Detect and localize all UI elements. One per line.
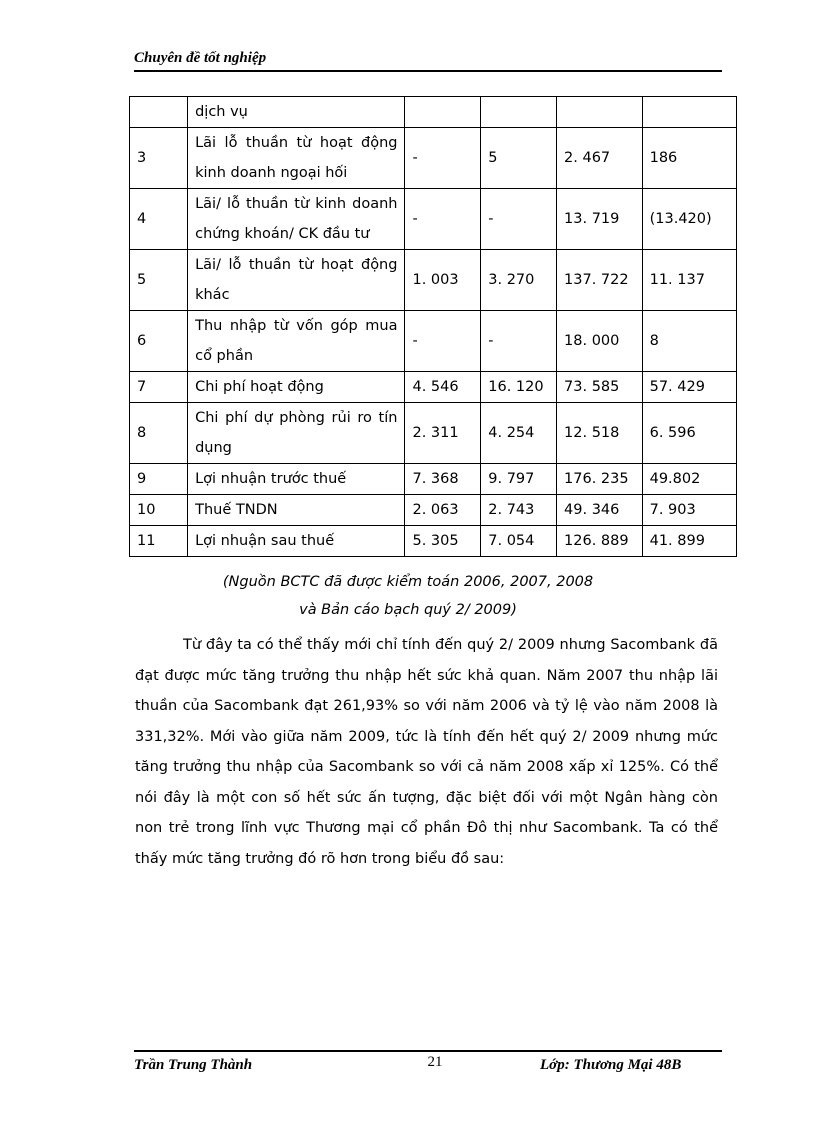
value-2008: 13. 719 bbox=[557, 189, 643, 250]
row-label: dịch vụ bbox=[188, 97, 405, 128]
value-2008: 18. 000 bbox=[557, 311, 643, 372]
row-number: 4 bbox=[130, 189, 188, 250]
page-header bbox=[134, 50, 722, 72]
value-q2-2009: 186 bbox=[642, 128, 736, 189]
row-number bbox=[130, 97, 188, 128]
body-paragraph: Từ đây ta có thể thấy mới chỉ tính đến quý 2/ 2009 nhưng Sacombank đã đạt được mức tăng trưởng thu nhập hết sức khả quan. Năm 2007 thu nhập lãi thuần của Sacombank đạt 261,93% so với năm 2006 và tỷ lệ vào năm 2008 là 331,32%. Mới vào giữa năm 2009, tức là tính đến hết quý 2/ 2009 nhưng mức tăng trưởng thu nhập của Sacombank so với cả năm 2008 xấp xỉ 125%. Có thể nói đây là một con số hết sức ấn tượng, đặc biệt đối với một Ngân hàng còn non trẻ trong lĩnh vực Thương mại cổ phần Đô thị như Sacombank. Ta có thể thấy mức tăng trưởng đó rõ hơn trong biểu đồ sau: bbox=[135, 637, 718, 867]
row-number: 7 bbox=[130, 372, 188, 403]
footer-rule bbox=[134, 1050, 722, 1052]
table-row bbox=[130, 250, 737, 311]
row-number: 10 bbox=[130, 495, 188, 526]
table-row bbox=[130, 495, 737, 526]
row-label: Lợi nhuận trước thuế bbox=[188, 464, 405, 495]
document-title: Chuyên đề tốt nghiệp bbox=[134, 50, 267, 66]
value-2007: 9. 797 bbox=[481, 464, 557, 495]
value-2007: 16. 120 bbox=[481, 372, 557, 403]
income-table bbox=[129, 96, 737, 557]
value-2008: 2. 467 bbox=[557, 128, 643, 189]
value-2006: - bbox=[405, 311, 481, 372]
row-label: Chi phí dự phòng rủi ro tín dụng bbox=[188, 403, 405, 464]
value-q2-2009: 8 bbox=[642, 311, 736, 372]
value-2007: 2. 743 bbox=[481, 495, 557, 526]
footer-author: Trần Trung Thành bbox=[134, 1057, 253, 1073]
value-2007: - bbox=[481, 189, 557, 250]
value-2008: 49. 346 bbox=[557, 495, 643, 526]
row-label: Chi phí hoạt động bbox=[188, 372, 405, 403]
row-number: 5 bbox=[130, 250, 188, 311]
value-2008: 176. 235 bbox=[557, 464, 643, 495]
table-row bbox=[130, 311, 737, 372]
table-row bbox=[130, 526, 737, 557]
value-2006: 7. 368 bbox=[405, 464, 481, 495]
row-label: Thu nhập từ vốn góp mua cổ phần bbox=[188, 311, 405, 372]
source-note-line1: (Nguồn BCTC đã được kiểm toán 2006, 2007, 2008 bbox=[222, 574, 594, 590]
value-q2-2009: 7. 903 bbox=[642, 495, 736, 526]
value-2007: 5 bbox=[481, 128, 557, 189]
value-q2-2009: 57. 429 bbox=[642, 372, 736, 403]
value-2006: 5. 305 bbox=[405, 526, 481, 557]
value-q2-2009 bbox=[642, 97, 736, 128]
table-row bbox=[130, 189, 737, 250]
row-label: Thuế TNDN bbox=[188, 495, 405, 526]
value-2007: - bbox=[481, 311, 557, 372]
row-number: 11 bbox=[130, 526, 188, 557]
source-note-line2: và Bản cáo bạch quý 2/ 2009) bbox=[299, 602, 517, 618]
value-2006: 4. 546 bbox=[405, 372, 481, 403]
footer-class: Lớp: Thương Mại 48B bbox=[540, 1057, 682, 1073]
value-q2-2009: 41. 899 bbox=[642, 526, 736, 557]
value-q2-2009: 6. 596 bbox=[642, 403, 736, 464]
value-2006: 2. 311 bbox=[405, 403, 481, 464]
row-number: 8 bbox=[130, 403, 188, 464]
table-row bbox=[130, 372, 737, 403]
value-2006: - bbox=[405, 189, 481, 250]
value-q2-2009: 49.802 bbox=[642, 464, 736, 495]
table-row bbox=[130, 97, 737, 128]
row-number: 6 bbox=[130, 311, 188, 372]
header-rule bbox=[134, 70, 722, 72]
page-number: 21 bbox=[427, 1054, 443, 1070]
value-2006 bbox=[405, 97, 481, 128]
row-label: Lợi nhuận sau thuế bbox=[188, 526, 405, 557]
value-q2-2009: (13.420) bbox=[642, 189, 736, 250]
value-2007: 7. 054 bbox=[481, 526, 557, 557]
value-2008: 73. 585 bbox=[557, 372, 643, 403]
row-label: Lãi/ lỗ thuần từ kinh doanh chứng khoán/ CK đầu tư bbox=[188, 189, 405, 250]
row-number: 9 bbox=[130, 464, 188, 495]
value-2007: 4. 254 bbox=[481, 403, 557, 464]
row-number: 3 bbox=[130, 128, 188, 189]
row-label: Lãi/ lỗ thuần từ hoạt động khác bbox=[188, 250, 405, 311]
table-row bbox=[130, 403, 737, 464]
value-2008 bbox=[557, 97, 643, 128]
table-row bbox=[130, 464, 737, 495]
value-2008: 12. 518 bbox=[557, 403, 643, 464]
value-2006: 1. 003 bbox=[405, 250, 481, 311]
value-2008: 137. 722 bbox=[557, 250, 643, 311]
table-row bbox=[130, 128, 737, 189]
value-2006: 2. 063 bbox=[405, 495, 481, 526]
value-2007 bbox=[481, 97, 557, 128]
value-q2-2009: 11. 137 bbox=[642, 250, 736, 311]
row-label: Lãi lỗ thuần từ hoạt động kinh doanh ngoại hối bbox=[188, 128, 405, 189]
value-2007: 3. 270 bbox=[481, 250, 557, 311]
value-2006: - bbox=[405, 128, 481, 189]
value-2008: 126. 889 bbox=[557, 526, 643, 557]
